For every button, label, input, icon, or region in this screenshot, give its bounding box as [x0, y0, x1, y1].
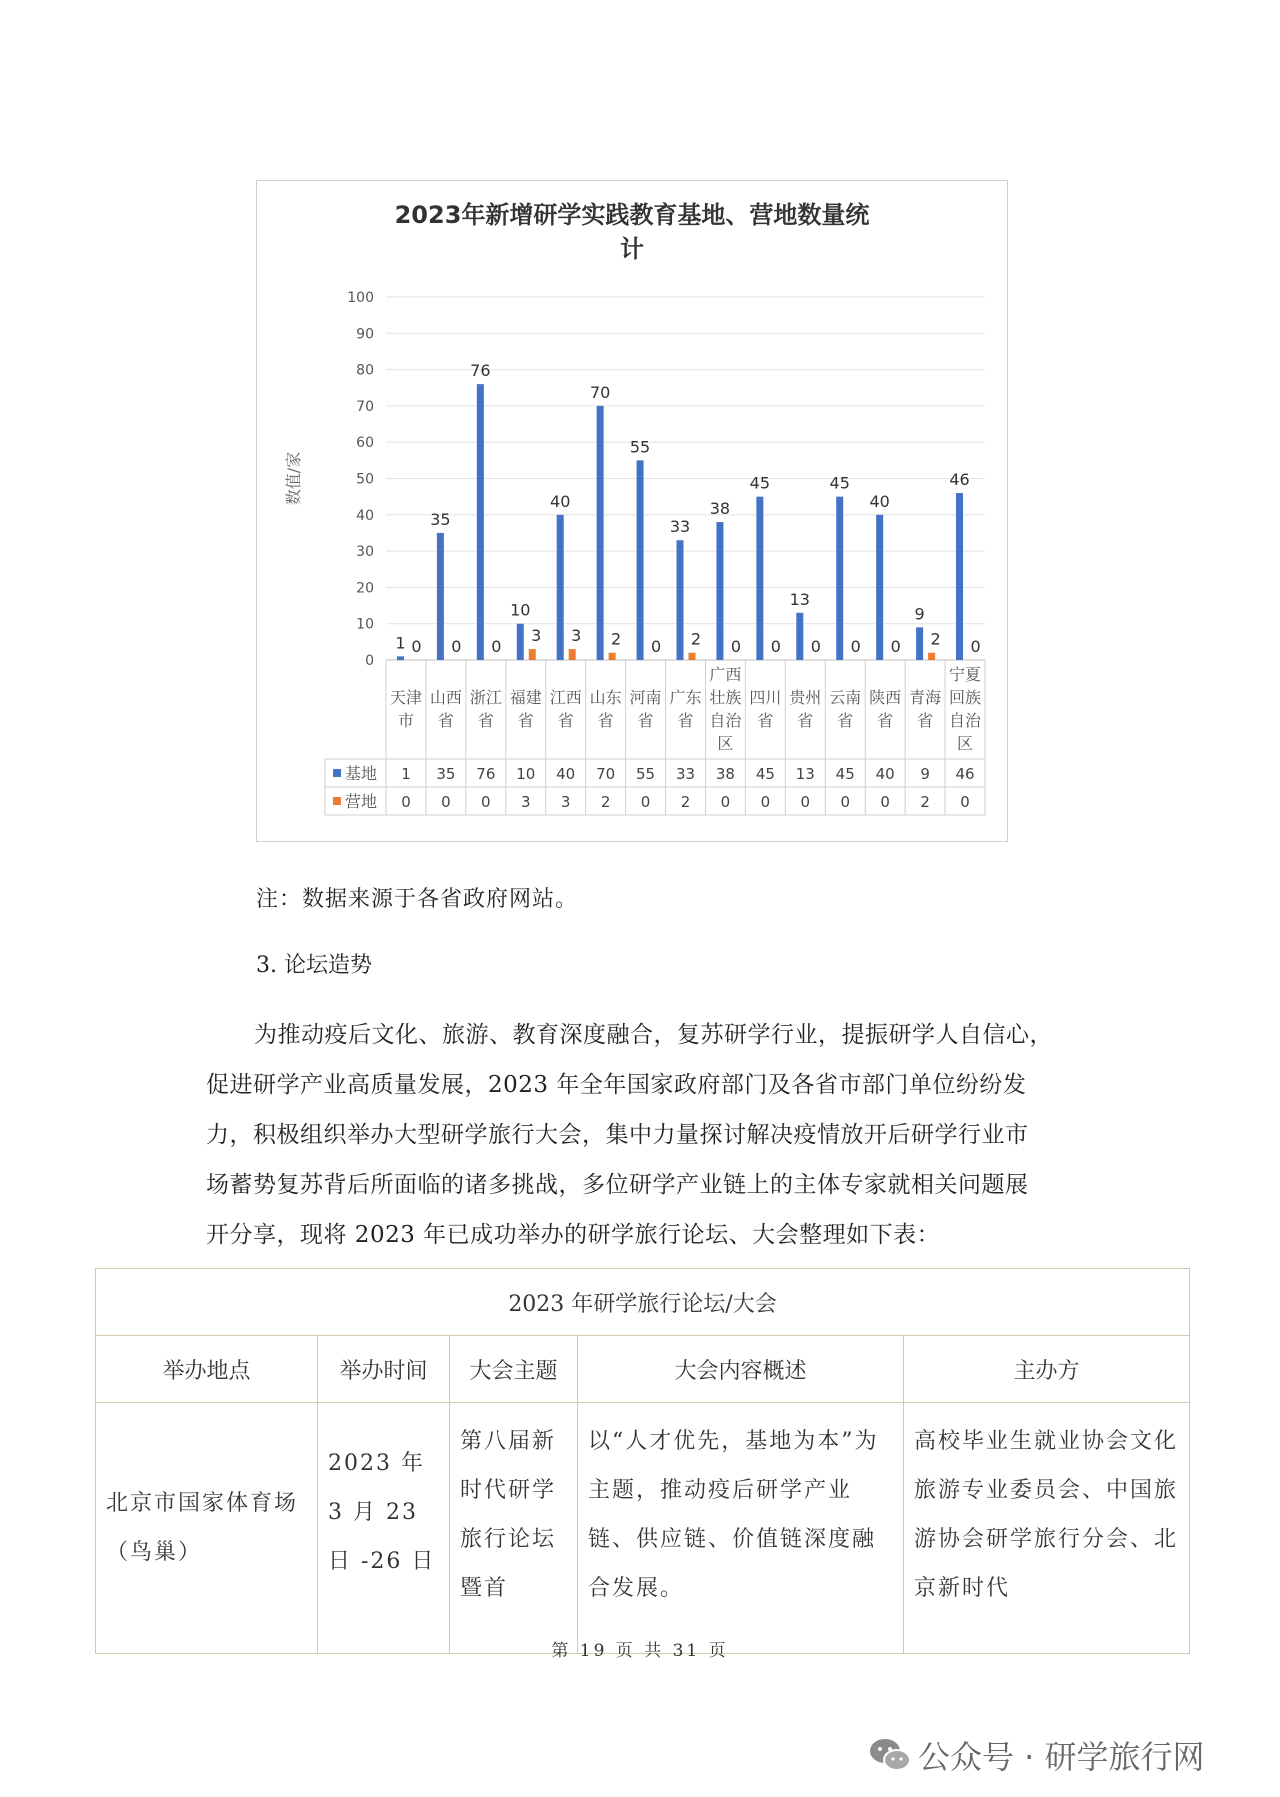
x-tick-label: 云南 — [829, 688, 862, 707]
x-tick-label: 省 — [677, 711, 694, 730]
table-value: 0 — [880, 793, 890, 811]
data-label-base: 10 — [510, 600, 531, 620]
x-tick-label: 浙江 — [469, 688, 502, 707]
y-tick-label: 0 — [365, 653, 374, 669]
table-value: 0 — [960, 793, 970, 811]
table-value: 13 — [795, 765, 815, 783]
x-tick-label: 省 — [757, 711, 774, 730]
table-value: 35 — [436, 765, 456, 783]
table-value: 2 — [680, 793, 691, 811]
data-label-camp: 0 — [890, 637, 901, 656]
y-tick-label: 40 — [356, 507, 374, 524]
data-label-base: 9 — [914, 604, 925, 624]
bar-base — [756, 497, 763, 660]
x-tick-label: 陕西 — [869, 688, 902, 707]
paragraph-line-2: 促进研学产业高质量发展，2023 年全年国家政府部门及各省市部门单位纷纷发 — [206, 1072, 1027, 1098]
x-tick-label: 省 — [797, 711, 814, 730]
y-tick-label: 100 — [347, 290, 374, 306]
table-value: 1 — [401, 765, 411, 783]
bar-base — [477, 384, 484, 660]
y-tick-label: 90 — [356, 326, 374, 343]
table-value: 0 — [441, 793, 451, 811]
x-tick-label: 省 — [477, 711, 494, 730]
bar-base — [956, 493, 963, 660]
bar-base — [916, 627, 923, 660]
cell-organizer: 高校毕业生就业协会文化旅游专业委员会、中国旅游协会研学旅行分会、北京新时代 — [904, 1403, 1190, 1654]
header-theme: 大会主题 — [450, 1336, 578, 1403]
bar-camp — [529, 649, 536, 660]
x-tick-label: 宁夏 — [949, 665, 982, 684]
table-value: 0 — [481, 793, 491, 811]
legend-swatch — [333, 797, 341, 805]
data-label-base: 46 — [949, 470, 970, 490]
data-label-base: 45 — [829, 473, 850, 493]
paragraph-line-3: 力，积极组织举办大型研学旅行大会，集中力量探讨解决疫情放开后研学行业市 — [206, 1122, 1029, 1148]
bar-base — [876, 515, 883, 660]
wechat-icon — [868, 1735, 912, 1775]
cell-time: 2023 年 3 月 23 日 -26 日 — [318, 1403, 450, 1654]
data-label-camp: 0 — [970, 637, 981, 656]
header-summary: 大会内容概述 — [578, 1336, 904, 1403]
body-paragraph — [206, 1010, 1086, 1260]
header-time: 举办时间 — [318, 1336, 450, 1403]
data-label-base: 40 — [550, 491, 571, 511]
forum-table — [95, 1268, 1190, 1654]
x-tick-label: 回族 — [949, 688, 982, 707]
x-tick-label: 省 — [837, 711, 854, 730]
watermark — [868, 1732, 1205, 1778]
x-tick-label: 自治 — [709, 711, 742, 730]
x-tick-label: 江西 — [549, 688, 582, 707]
data-label-base: 1 — [395, 633, 406, 653]
bar-camp — [928, 653, 935, 660]
bar-base — [437, 533, 444, 660]
table-value: 9 — [920, 765, 930, 783]
x-tick-label: 省 — [917, 711, 934, 730]
x-tick-label: 天津 — [389, 688, 422, 707]
y-tick-label: 80 — [356, 362, 374, 379]
data-label-camp: 0 — [810, 637, 821, 656]
x-tick-label: 四川 — [749, 688, 782, 707]
cell-location: 北京市国家体育场（鸟巢） — [96, 1403, 318, 1654]
x-tick-label: 自治 — [949, 711, 982, 730]
table-value: 40 — [875, 765, 895, 783]
data-source-note: 注：数据来源于各省政府网站。 — [256, 887, 579, 912]
x-tick-label: 市 — [397, 711, 414, 730]
header-organizer: 主办方 — [904, 1336, 1190, 1403]
data-label-base: 33 — [669, 517, 691, 537]
paragraph-line-1: 为推动疫后文化、旅游、教育深度融合，复苏研学行业，提振研学人自信心， — [254, 1022, 1053, 1048]
cell-summary: 以“人才优先，基地为本”为主题，推动疫后研学产业链、供应链、价值链深度融合发展。 — [578, 1403, 904, 1654]
paragraph-line-5: 开分享，现将 2023 年已成功举办的研学旅行论坛、大会整理如下表： — [206, 1222, 941, 1248]
cell-theme: 第八届新时代研学旅行论坛暨首 — [450, 1403, 578, 1654]
data-label-base: 35 — [430, 509, 451, 529]
table-value: 2 — [920, 793, 930, 811]
table-value: 46 — [955, 765, 975, 783]
x-tick-label: 省 — [597, 711, 614, 730]
x-tick-label: 贵州 — [789, 688, 822, 707]
x-tick-label: 省 — [637, 711, 654, 730]
table-value: 40 — [556, 765, 576, 783]
y-tick-label: 50 — [356, 471, 374, 488]
table-value: 38 — [715, 765, 735, 783]
header-location: 举办地点 — [96, 1336, 318, 1403]
y-tick-label: 30 — [356, 544, 374, 561]
x-tick-label: 省 — [437, 711, 454, 730]
data-label-camp: 0 — [770, 637, 781, 656]
chart-panel — [256, 180, 1008, 842]
table-value: 10 — [516, 765, 536, 783]
table-value: 0 — [800, 793, 811, 811]
table-value: 70 — [596, 765, 616, 783]
bar-base — [836, 497, 843, 660]
watermark-text: 公众号 · 研学旅行网 — [918, 1738, 1205, 1776]
table-value: 55 — [636, 765, 656, 783]
y-axis-label: 数值/家 — [284, 451, 303, 506]
x-tick-label: 山西 — [429, 688, 462, 707]
table-row — [96, 1403, 1190, 1654]
data-label-camp: 0 — [650, 637, 662, 656]
bar-camp — [569, 649, 576, 660]
data-label-base: 45 — [749, 473, 771, 493]
x-tick-label: 壮族 — [709, 688, 742, 707]
bar-camp — [689, 653, 696, 660]
paragraph-line-4: 场蓄势复苏背后所面临的诸多挑战，多位研学产业链上的主体专家就相关问题展 — [206, 1172, 1029, 1198]
x-tick-label: 福建 — [509, 688, 542, 707]
table-value: 0 — [840, 793, 851, 811]
x-tick-label: 广西 — [709, 665, 742, 684]
legend-swatch — [333, 769, 341, 777]
table-value: 45 — [835, 765, 855, 783]
y-tick-label: 70 — [356, 398, 374, 415]
data-label-base: 55 — [629, 437, 651, 457]
data-label-base: 38 — [709, 499, 731, 519]
data-label-camp: 0 — [491, 637, 502, 656]
bar-base — [557, 515, 564, 660]
table-value: 76 — [476, 765, 496, 783]
table-value: 3 — [560, 793, 571, 811]
x-tick-label: 省 — [517, 711, 534, 730]
bar-base — [716, 522, 723, 660]
y-tick-label: 10 — [356, 616, 374, 633]
table-value: 2 — [600, 793, 611, 811]
bar-base — [397, 656, 404, 660]
data-label-camp: 2 — [690, 629, 702, 649]
table-value: 0 — [720, 793, 731, 811]
data-label-camp: 3 — [531, 626, 542, 646]
bar-chart — [257, 181, 1007, 841]
data-label-base: 76 — [470, 361, 491, 381]
x-tick-label: 河南 — [629, 688, 662, 707]
bar-base — [637, 460, 644, 660]
data-label-camp: 3 — [571, 626, 582, 646]
legend-label: 基地 — [345, 764, 378, 783]
table-value: 0 — [640, 793, 651, 811]
x-tick-label: 省 — [557, 711, 574, 730]
table-value: 33 — [675, 765, 696, 783]
x-tick-label: 区 — [717, 734, 734, 753]
data-label-base: 70 — [589, 382, 611, 402]
data-label-camp: 0 — [411, 637, 422, 656]
bar-base — [677, 540, 684, 660]
x-tick-label: 省 — [877, 711, 894, 730]
bar-base — [796, 613, 803, 660]
data-label-camp: 0 — [730, 637, 742, 656]
bar-base — [597, 406, 604, 660]
table-value: 0 — [760, 793, 771, 811]
table-value: 45 — [755, 765, 775, 783]
table-title: 2023 年研学旅行论坛/大会 — [96, 1269, 1190, 1336]
data-label-base: 40 — [869, 491, 890, 511]
y-tick-label: 20 — [356, 580, 374, 597]
table-value: 0 — [401, 793, 411, 811]
chart-title: 2023年新增研学实践教育基地、营地数量统 — [394, 201, 870, 229]
bar-camp — [609, 653, 616, 660]
x-tick-label: 区 — [957, 734, 974, 753]
table-value: 3 — [520, 793, 531, 811]
data-label-base: 13 — [789, 589, 810, 609]
bar-base — [517, 624, 524, 660]
legend-label: 营地 — [345, 792, 378, 811]
data-label-camp: 2 — [611, 629, 622, 649]
page-footer: 第 19 页 共 31 页 — [551, 1641, 729, 1661]
data-label-camp: 2 — [930, 629, 941, 649]
x-tick-label: 广东 — [669, 688, 702, 707]
data-label-camp: 0 — [850, 637, 861, 656]
data-label-camp: 0 — [451, 637, 462, 656]
y-tick-label: 60 — [356, 435, 374, 452]
x-tick-label: 青海 — [909, 688, 942, 707]
x-tick-label: 山东 — [589, 688, 622, 707]
chart-title-wrap: 计 — [620, 235, 644, 263]
section-heading: 3. 论坛造势 — [256, 953, 372, 978]
